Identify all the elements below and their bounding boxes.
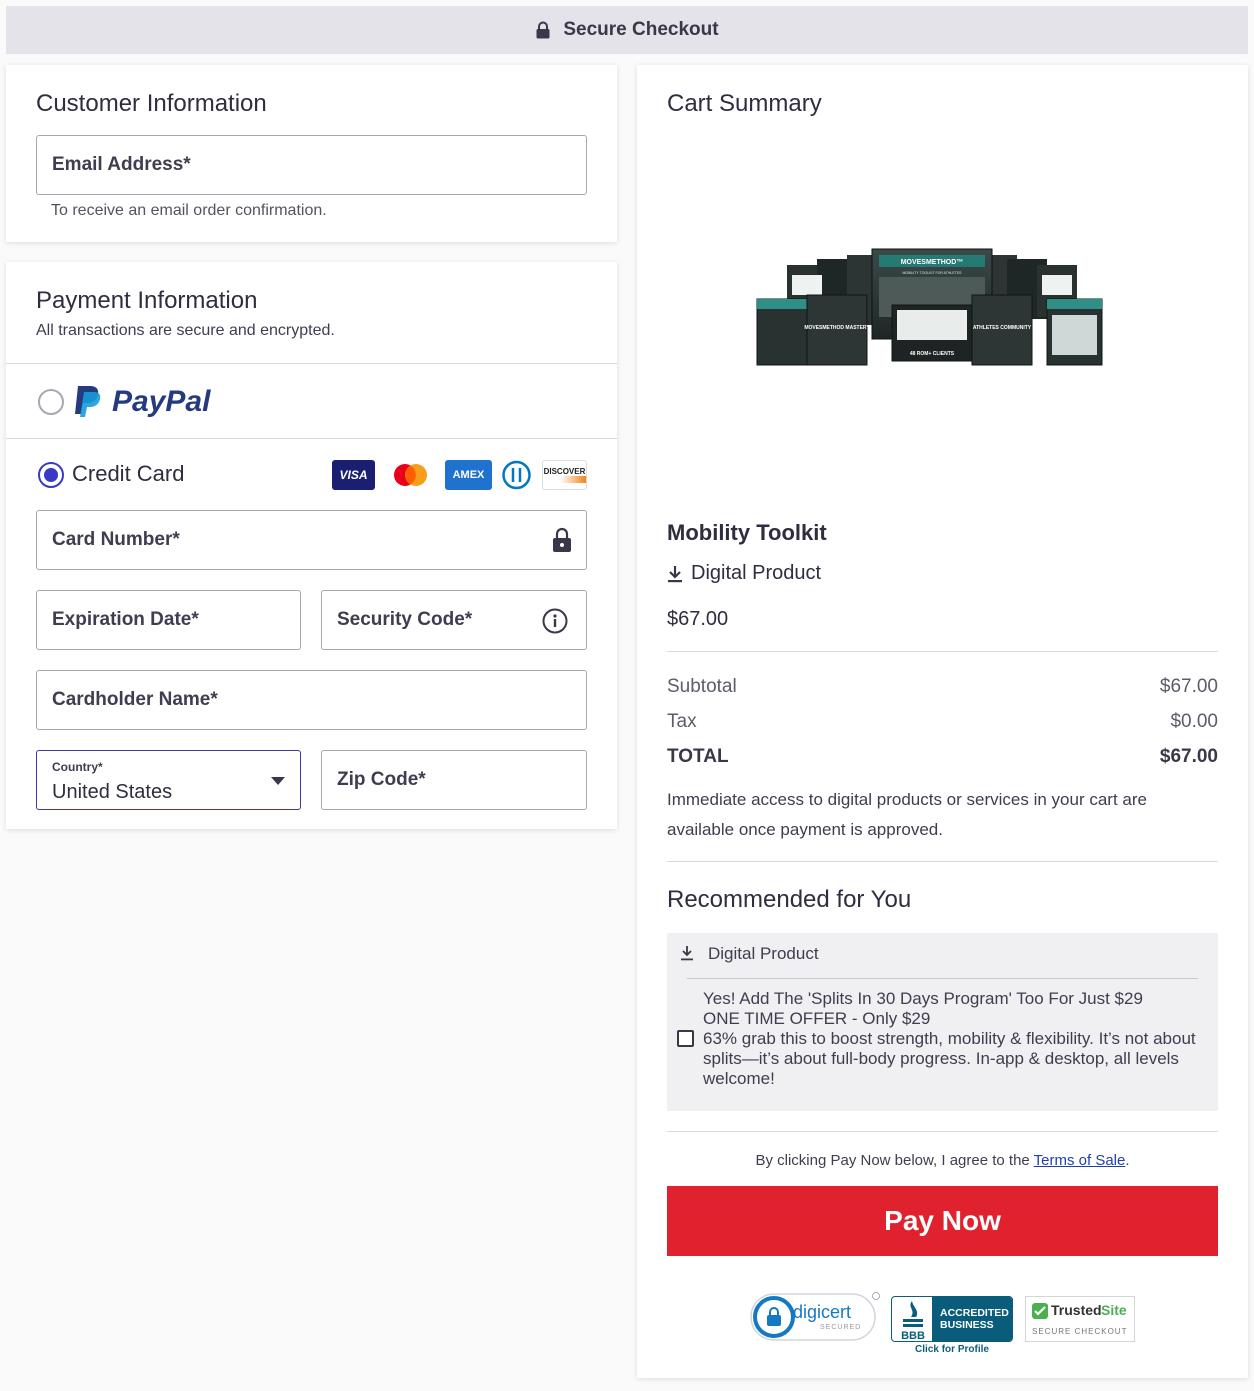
offer-text xyxy=(703,989,1203,1089)
total-value: $67.00 xyxy=(1159,746,1218,767)
paypal-option[interactable] xyxy=(72,384,210,420)
product-price: $67.00 xyxy=(667,608,729,630)
country-select[interactable] xyxy=(36,750,301,810)
download-icon xyxy=(680,945,694,961)
diners-club-icon xyxy=(500,460,533,490)
amex-label: AMEX xyxy=(452,469,485,481)
pay-now-button[interactable]: Pay Now xyxy=(667,1186,1218,1256)
divider xyxy=(667,1131,1218,1132)
subtotal-label: Subtotal xyxy=(667,676,737,697)
paypal-icon xyxy=(72,384,104,420)
lock-icon xyxy=(535,21,551,39)
total-label: TOTAL xyxy=(667,746,729,767)
zip-code-field[interactable] xyxy=(321,750,587,810)
card-number-label: Card Number* xyxy=(52,529,180,550)
digicert-sub: SECURED xyxy=(820,1324,862,1331)
trustedsite-sub: SECURE CHECKOUT xyxy=(1032,1327,1128,1336)
paypal-label: PayPal xyxy=(112,385,211,418)
mastercard-icon xyxy=(389,460,432,490)
bbb-badge[interactable] xyxy=(891,1296,1013,1342)
dropdown-arrow-icon xyxy=(271,777,285,785)
credit-card-radio[interactable] xyxy=(38,462,64,488)
subtotal-row xyxy=(667,676,1218,698)
product-image-title: MOVESMETHOD™ xyxy=(900,259,964,266)
recommended-offer xyxy=(667,933,1218,1111)
bbb-line1: ACCREDITED xyxy=(940,1307,1009,1319)
email-hint: To receive an email order confirmation. xyxy=(51,202,327,219)
discover-icon xyxy=(542,460,587,490)
lock-icon xyxy=(552,527,572,553)
product-image xyxy=(747,245,1117,375)
product-image-subtitle: MOBILITY TOOLKIT FOR ATHLETES xyxy=(902,271,962,275)
tax-value: $0.00 xyxy=(1170,711,1218,732)
credit-card-label[interactable]: Credit Card xyxy=(72,461,185,486)
customer-information-card xyxy=(6,65,617,242)
email-field[interactable] xyxy=(36,135,587,195)
total-row xyxy=(667,746,1218,768)
country-label: Country* xyxy=(52,760,103,774)
bbb-caption[interactable]: Click for Profile xyxy=(915,1344,989,1355)
visa-icon xyxy=(332,460,375,490)
country-value: United States xyxy=(52,781,173,803)
offer-line3: 63% grab this to boost strength, mobility & flexibility. It’s not about splits—it’s about full-body progress. In-app & desktop, all levels welcome! xyxy=(703,1029,1196,1088)
info-icon[interactable] xyxy=(542,608,568,634)
product-name: Mobility Toolkit xyxy=(667,520,827,545)
discover-stripe xyxy=(543,476,586,483)
terms-of-sale-link[interactable]: Terms of Sale xyxy=(1033,1152,1126,1169)
product-type-label: Digital Product xyxy=(691,562,822,584)
bbb-line2: BUSINESS xyxy=(940,1319,994,1331)
security-code-field[interactable] xyxy=(321,590,587,650)
download-icon xyxy=(667,565,683,583)
offer-checkbox[interactable] xyxy=(677,1030,694,1047)
product-image-mastery: MOVESMETHOD MASTERY xyxy=(804,325,870,331)
product-image-clients: 48 ROM+ CLIENTS xyxy=(909,351,955,357)
payment-subheading: All transactions are secure and encrypted. xyxy=(36,322,335,339)
tax-label: Tax xyxy=(667,711,697,732)
product-image-community: ATHLETES COMMUNITY xyxy=(972,325,1032,331)
digicert-badge[interactable] xyxy=(750,1290,880,1344)
email-label: Email Address* xyxy=(52,154,191,175)
divider xyxy=(667,861,1218,862)
discover-label: DISCOVER xyxy=(543,467,586,476)
cart-summary-heading: Cart Summary xyxy=(667,90,822,117)
product-type xyxy=(667,562,821,585)
digicert-label: digicert xyxy=(793,1302,852,1322)
cart-summary-card xyxy=(637,65,1248,1378)
bbb-torch-icon xyxy=(892,1297,934,1342)
divider xyxy=(687,978,1198,979)
divider xyxy=(6,438,617,439)
bbb-text-block xyxy=(932,1297,1012,1341)
check-icon xyxy=(1032,1303,1048,1319)
terms-suffix: . xyxy=(1125,1152,1130,1169)
amex-icon xyxy=(445,460,492,490)
terms-text xyxy=(667,1152,1218,1169)
cardholder-name-label: Cardholder Name* xyxy=(52,689,218,710)
paypal-radio[interactable] xyxy=(38,389,64,415)
tax-row xyxy=(667,711,1218,733)
divider xyxy=(667,651,1218,652)
recommended-tag: Digital Product xyxy=(708,944,819,963)
expiration-date-label: Expiration Date* xyxy=(52,609,199,630)
page-title: Secure Checkout xyxy=(563,19,719,40)
terms-prefix: By clicking Pay Now below, I agree to the xyxy=(755,1152,1034,1169)
trustedsite-label: Trusted xyxy=(1051,1302,1102,1318)
offer-line1: Yes! Add The 'Splits In 30 Days Program' Too For Just $29 xyxy=(703,989,1143,1008)
trustedsite-badge[interactable] xyxy=(1025,1296,1135,1342)
customer-information-heading: Customer Information xyxy=(36,90,267,117)
recommended-heading: Recommended for You xyxy=(667,886,912,913)
visa-label: VISA xyxy=(339,468,368,482)
card-number-field[interactable] xyxy=(36,510,587,570)
expiration-date-field[interactable] xyxy=(36,590,301,650)
access-note: Immediate access to digital products or services in your cart are available once payment is approved. xyxy=(667,790,1147,839)
payment-information-heading: Payment Information xyxy=(36,287,258,314)
zip-code-label: Zip Code* xyxy=(337,769,426,790)
offer-line2: ONE TIME OFFER - Only $29 xyxy=(703,1009,931,1028)
security-code-label: Security Code* xyxy=(337,609,473,630)
secure-checkout-bar xyxy=(6,6,1248,54)
svg-text:BBB: BBB xyxy=(901,1330,925,1342)
divider xyxy=(6,363,617,364)
cardholder-name-field[interactable] xyxy=(36,670,587,730)
payment-information-card xyxy=(6,262,617,829)
trustedsite-site-label: Site xyxy=(1101,1302,1127,1318)
subtotal-value: $67.00 xyxy=(1159,676,1218,697)
